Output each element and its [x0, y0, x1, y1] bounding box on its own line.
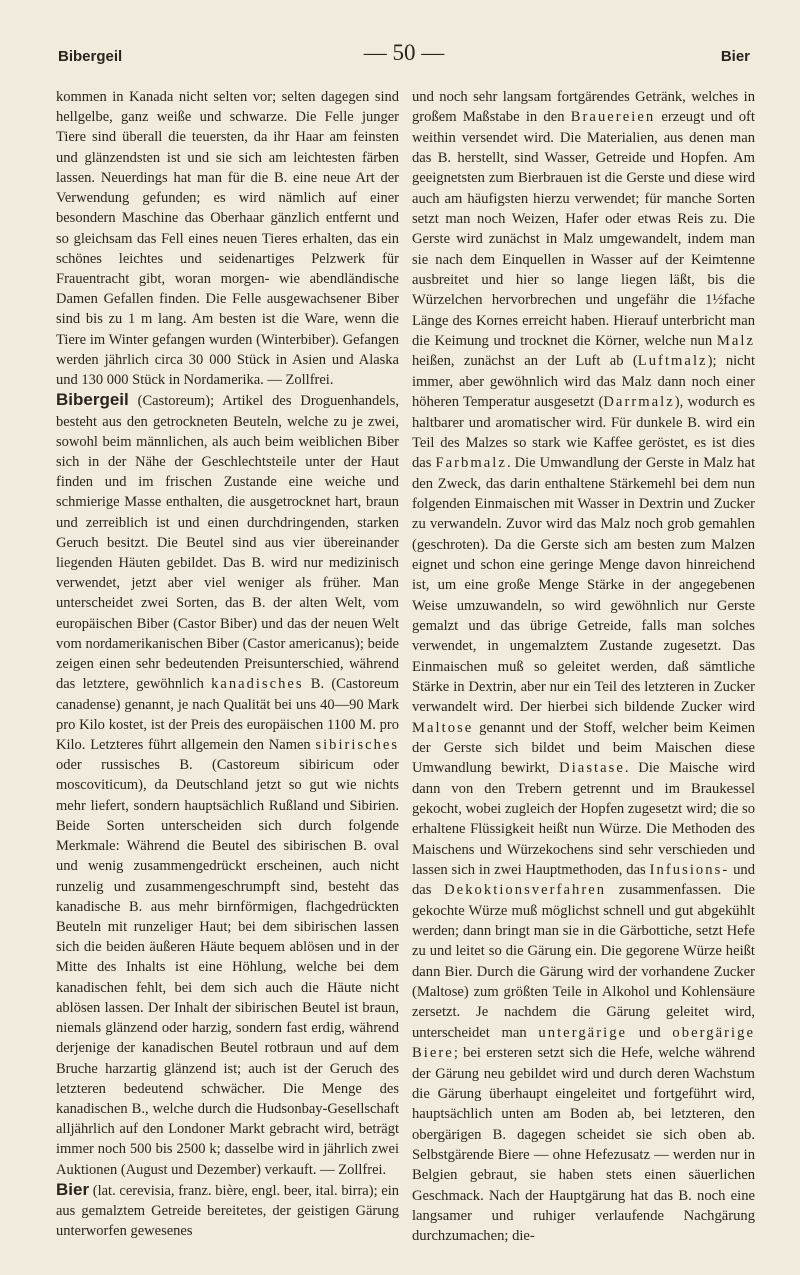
- running-head-left: Bibergeil: [58, 48, 123, 65]
- spaced-term: Darrmalz: [603, 394, 675, 411]
- entry-bibergeil: [56, 390, 399, 1180]
- paragraph-biberfelle: kommen in Kanada nicht selten vor; selten dagegen sind hellgelbe, ganz weiße und schwarze. Die Felle junger Tiere sind überall die teuersten, da ihr Haar am feinsten und glänzendsten ist und sie sich am leichtesten färben lassen. Neuerdings hat man für die B. eine neue Art der Verwendung gefunden; es wird nämlich auf einer besondern Maschine das Oberhaar gänzlich entfernt und so gleichsam das Fell eines neuen Tieres erhalten, das ein schönes leichtes und seidenartiges Pelzwerk für Frauentracht gibt, woran morgen- wie abendländische Damen Gefallen finden. Die Felle ausgewachsener Biber sind bis zu 1 m lang. Am besten ist die Ware, wenn die Tiere im Winter gefangen wurden (Winterbiber). Gefangen werden jährlich circa 30 000 Stück in Asien und Alaska und 130 000 Stück in Nordamerika. — Zollfrei.: [56, 89, 399, 389]
- entry-bier: [56, 1180, 399, 1242]
- page-header: [58, 40, 750, 74]
- entry-text: und: [627, 1024, 673, 1041]
- entry-term-bier: Bier: [56, 1179, 90, 1199]
- entry-text: (Castoreum); Artikel des Droguenhandels, besteht aus den getrockneten Beuteln, welche zu je zwei, sowohl beim männlichen, als auch beim weiblichen Biber sich in der Nähe der Geschlechtsteile unter der Haut finden und im frischen Zustande eine weiche und schmierige Masse enthalten, die ausgetrocknet hart, braun und zerreiblich ist und einen durchdringenden, starken Geruch besitzt. Die Beutel sind aus vier übereinander liegenden Häuten gebildet. Das B. wird nur medizinisch verwendet, jetzt aber viel weniger als früher. Man unterscheidet zwei Sorten, das B. der alten Welt, vom europäischen Biber (Castor Biber) und das der neuen Welt vom nordamerikanischen Biber (Castor americanus); beide zeigen einen sehr bedeutenden Preisunterschied, während das letztere, gewöhnlich: [56, 393, 399, 693]
- entry-text: . Die Umwandlung der Gerste in Malz hat den Zweck, das darin enthaltene Stärkemehl bei dem nun folgenden Einmaischen mit Wasser in Dextrin und Zucker zu verwandeln. Zuvor wird das Malz noch grob gemahlen (geschroten). Da die Gerste sich am besten zum Malzen eignet und schon eine geringe Menge davon hinreichend ist, um eine große Menge Stärke in der angegebenen Weise umzuwandeln, so wird gewöhnlich nur Gerste gemalzt und das übrige Getreide, falls man solches verwendet, in ungemalztem Zustande zugesetzt. Das Einmaischen muß so geleitet werden, daß sämtliche Stärke in Dextrin, aber nur ein Teil des letzteren in Zucker verwandelt wird. Der hierbei sich bildende Zucker wird: [412, 455, 755, 716]
- spaced-term: Brauereien: [570, 109, 656, 126]
- entry-text: oder russisches B. (Castoreum sibiricum oder moscoviticum), da Deutschland jetzt so gut wie nichts mehr liefert, sondern hauptsächlich Rußland und Sibirien. Beide Sorten unterscheiden sich durch folgende Merkmale: Während die Beutel des sibirischen B. oval und wenig zusammengedrückt erscheinen, auch nicht runzelig und zusammengeschrumpft sind, besteht das kanadische B. aus mehr birnförmigen, flachgedrückten Beuteln mit runzeliger Haut; bei dem sibirischen lassen sich die beiden äußeren Häute bequem ablösen und in der Mitte des Inhalts ist eine Höhlung, welche bei dem kanadischen fehlt, bei dem sich auch die Häute nicht ablösen lassen. Der Inhalt der sibirischen Beutel ist braun, niemals glänzend oder harzig, sondern fast erdig, während derjenige der kanadischen Beutel rotbraun und auf dem Bruche harzartig glänzend ist; auch ist der Geruch des letzteren bedeutend schwächer. Die Menge des kanadischen B., welche durch die Hudsonbay-Gesellschaft alljährlich auf den Londoner Markt gebracht wird, beträgt immer noch 500 bis 2500 k; dasselbe wird in jährlich zwei Auktionen (August und Dezember) verkauft. — Zollfrei.: [56, 757, 399, 1178]
- spaced-term: obergärige Biere: [412, 1024, 755, 1062]
- entry-text: heißen, zunächst an der Luft ab (: [412, 353, 638, 370]
- entry-text: erzeugt und oft weithin versendet wird. Die Materialien, aus denen man das B. herstellt, sind Wasser, Getreide und Hopfen. Am geeignetsten zum Bierbrauen ist die Gerste und diese wird auch am häufigsten hierzu verwendet; für manche Sorten setzt man noch Weizen, Hafer oder etwas Reis zu. Die Gerste wird zunächst in Malz umgewandelt, indem man sie nach dem Einquellen in Wasser auf der Keimtenne ausbreitet und hier so lange liegen läßt, bis die Würzelchen hervorbrechen und ungefähr die 1½fache Länge des Kornes erreicht haben. Hierauf unterbricht man die Keimung und trocknet die Körner, welche nun: [412, 109, 755, 350]
- entry-text: und noch sehr langsam fortgärendes Getränk, welches in großem Maßstabe in den: [412, 89, 755, 126]
- entry-term-bibergeil: Bibergeil: [56, 390, 129, 410]
- right-column: [412, 87, 755, 1247]
- entry-text: ), wodurch es haltbarer und aromatischer wird. Für dunkele B. wird ein Teil des Malzes so stark wie Kaffee geröstet, es ist dies das: [412, 394, 755, 472]
- paragraph-bier-continued: [412, 87, 755, 1247]
- spaced-term: untergärige: [538, 1024, 628, 1041]
- spaced-term: Dekoktionsverfahren: [444, 882, 607, 899]
- entry-text: und das: [412, 862, 755, 899]
- spaced-term: Farbmalz: [435, 455, 507, 472]
- entry-text: (lat. cerevisia, franz. bière, engl. beer, ital. birra); ein aus gemalztem Getreide bereitetes, der geistigen Gärung unterworfen gewesenes: [56, 1182, 399, 1240]
- spaced-term: sibirisches: [315, 737, 399, 753]
- entry-text: B. (Castoreum canadense) genannt, je nach Qualität bei uns 40—90 Mark pro Kilo kostet, ist der Preis des europäischen 1100 M. pro Kilo. Letzteres führt allgemein den Namen: [56, 676, 399, 753]
- spaced-term: Maltose: [412, 719, 474, 736]
- spaced-term: kanadisches: [211, 676, 304, 693]
- entry-text: ; bei ersteren setzt sich die Hefe, welche während der Gärung neu gebildet wird und durch deren Wachstum die Gärung überhaupt eingeleitet und fortgeführt wird, hauptsächlich unten am Boden ab, bei letzteren, den obergärigen B. dagegen scheidet sie sich oben ab. Selbstgärende Biere — ohne Hefezusatz — werden nur in Belgien gebraut, sie haben stets einen säuerlichen Geschmack. Nach der Hauptgärung hat das B. noch eine langsamer und ruhiger verlaufende Nachgärung durchzumachen; die-: [412, 1045, 755, 1245]
- spaced-term: Diastase: [559, 760, 625, 777]
- left-column: [56, 87, 399, 1247]
- running-head-right: Bier: [720, 48, 750, 65]
- spaced-term: Malz: [716, 333, 755, 350]
- page-number: — 50 —: [363, 40, 445, 65]
- spaced-term: Infusions-: [649, 862, 730, 879]
- spaced-term: Luftmalz: [637, 353, 708, 370]
- entry-text: ); nicht immer, aber gewöhnlich wird das Malz dann noch einer höheren Temperatur ausgesetzt (: [412, 353, 755, 411]
- entry-text: . Die Maische wird dann von den Trebern getrennt und im Braukessel gekocht, wobei zugleich der Hopfen zugesetzt wird; die so erhaltene Flüssigkeit heißt nun Würze. Die Methoden des Maischens und Würzekochens sind sehr verschieden und lassen sich in zwei Hauptmethoden, das: [412, 760, 755, 879]
- entry-text: zusammenfassen. Die gekochte Würze muß möglichst schnell und gut abgekühlt werden; dann bringt man sie in die Gärbottiche, setzt Hefe zu und leitet so die Gärung ein. Die gegorene Würze heißt dann Bier. Durch die Gärung wird der vorhandene Zucker (Maltose) zum größten Teile in Alkohol und Kohlensäure zersetzt. Je nachdem die Gärung geleitet wird, unterscheidet man: [412, 882, 755, 1041]
- entry-text: genannt und der Stoff, welcher beim Keimen der Gerste sich bildet und beim Maischen diese Umwandlung bewirkt,: [412, 719, 755, 777]
